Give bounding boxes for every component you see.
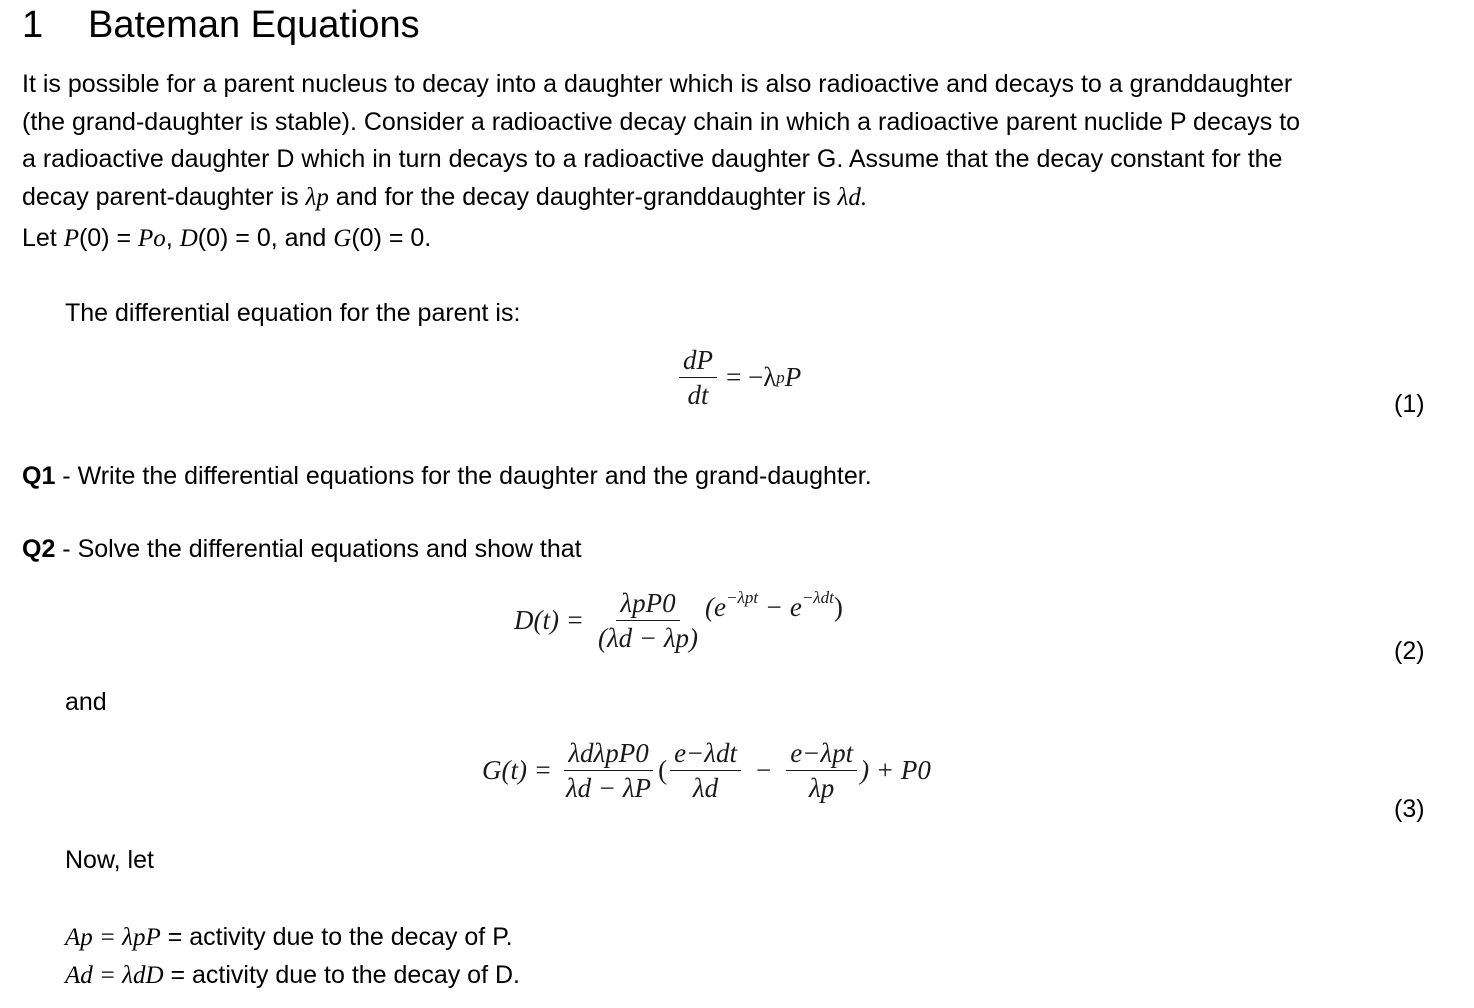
- eq2-fraction: $\frac{\text{λpP0}}{(\lambda d - \lambda p)}$: [597, 588, 699, 653]
- intro-line-2: (the grand-daughter is stable). Consider a radioactive decay chain in which a radioactive parent nuclide P decays to: [22, 107, 1301, 136]
- activity-d: Ad = λdD = activity due to the decay of D.: [65, 961, 520, 989]
- now-let-label: Now, let: [65, 846, 154, 874]
- lambda-p-symbol: λp: [305, 183, 329, 211]
- initial-conditions: Let P(0) = Po, D(0) = 0, and G(0) = 0.: [22, 224, 432, 252]
- equation-3: G(t) = $\frac{\text{λdλpP0}}{\lambda d - \lambda P}$ ( $\frac{\text{e−λdt}}{\lambda d}$ − $\frac{\text{e−λpt}}{\lambda p}$ ) + P0: [482, 738, 931, 803]
- equation-number-3: (3): [1394, 795, 1425, 823]
- eq3-fraction-3: $\frac{\text{e−λpt}}{\lambda p}$: [786, 738, 857, 803]
- section-title: Bateman Equations: [88, 4, 420, 46]
- section-number: 1: [22, 4, 44, 46]
- parent-equation-label: The differential equation for the parent is:: [65, 299, 521, 327]
- lambda-d-symbol: λd.: [837, 183, 868, 211]
- equation-number-2: (2): [1394, 637, 1425, 665]
- equation-1: $\frac{dP}{dt}$ = −λ p P: [676, 345, 801, 410]
- intro-line-4: decay parent-daughter is λp and for the decay daughter-granddaughter is λd.: [22, 182, 868, 211]
- eq1-fraction: $\frac{dP}{dt}$: [679, 345, 717, 410]
- eq3-fraction-1: $\frac{\text{λdλpP0}}{\lambda d - \lambda P}$: [565, 738, 652, 803]
- eq3-fraction-2: $\frac{\text{e−λdt}}{\lambda d}$: [670, 738, 741, 803]
- intro-paragraph: [22, 66, 1300, 258]
- section-heading: [22, 2, 420, 48]
- activity-p: Ap = λpP = activity due to the decay of P.: [65, 923, 513, 951]
- equation-number-1: (1): [1394, 390, 1425, 418]
- intro-line-1: It is possible for a parent nucleus to decay into a daughter which is also radioactive and decays to a granddaughter: [22, 70, 1293, 98]
- intro-line-3: a radioactive daughter D which in turn decays to a radioactive daughter G. Assume that the decay constant for the: [22, 145, 1283, 173]
- equation-2: D(t) = $\frac{\text{λpP0}}{(\lambda d - \lambda p)}$ $(e^{-\lambda pt} - e^{-\lambda dt})$: [514, 588, 843, 653]
- question-1: Q1 - Write the differential equations for the daughter and the grand-daughter.: [22, 462, 872, 490]
- and-label: and: [65, 688, 107, 716]
- question-2: Q2 - Solve the differential equations and show that: [22, 535, 582, 563]
